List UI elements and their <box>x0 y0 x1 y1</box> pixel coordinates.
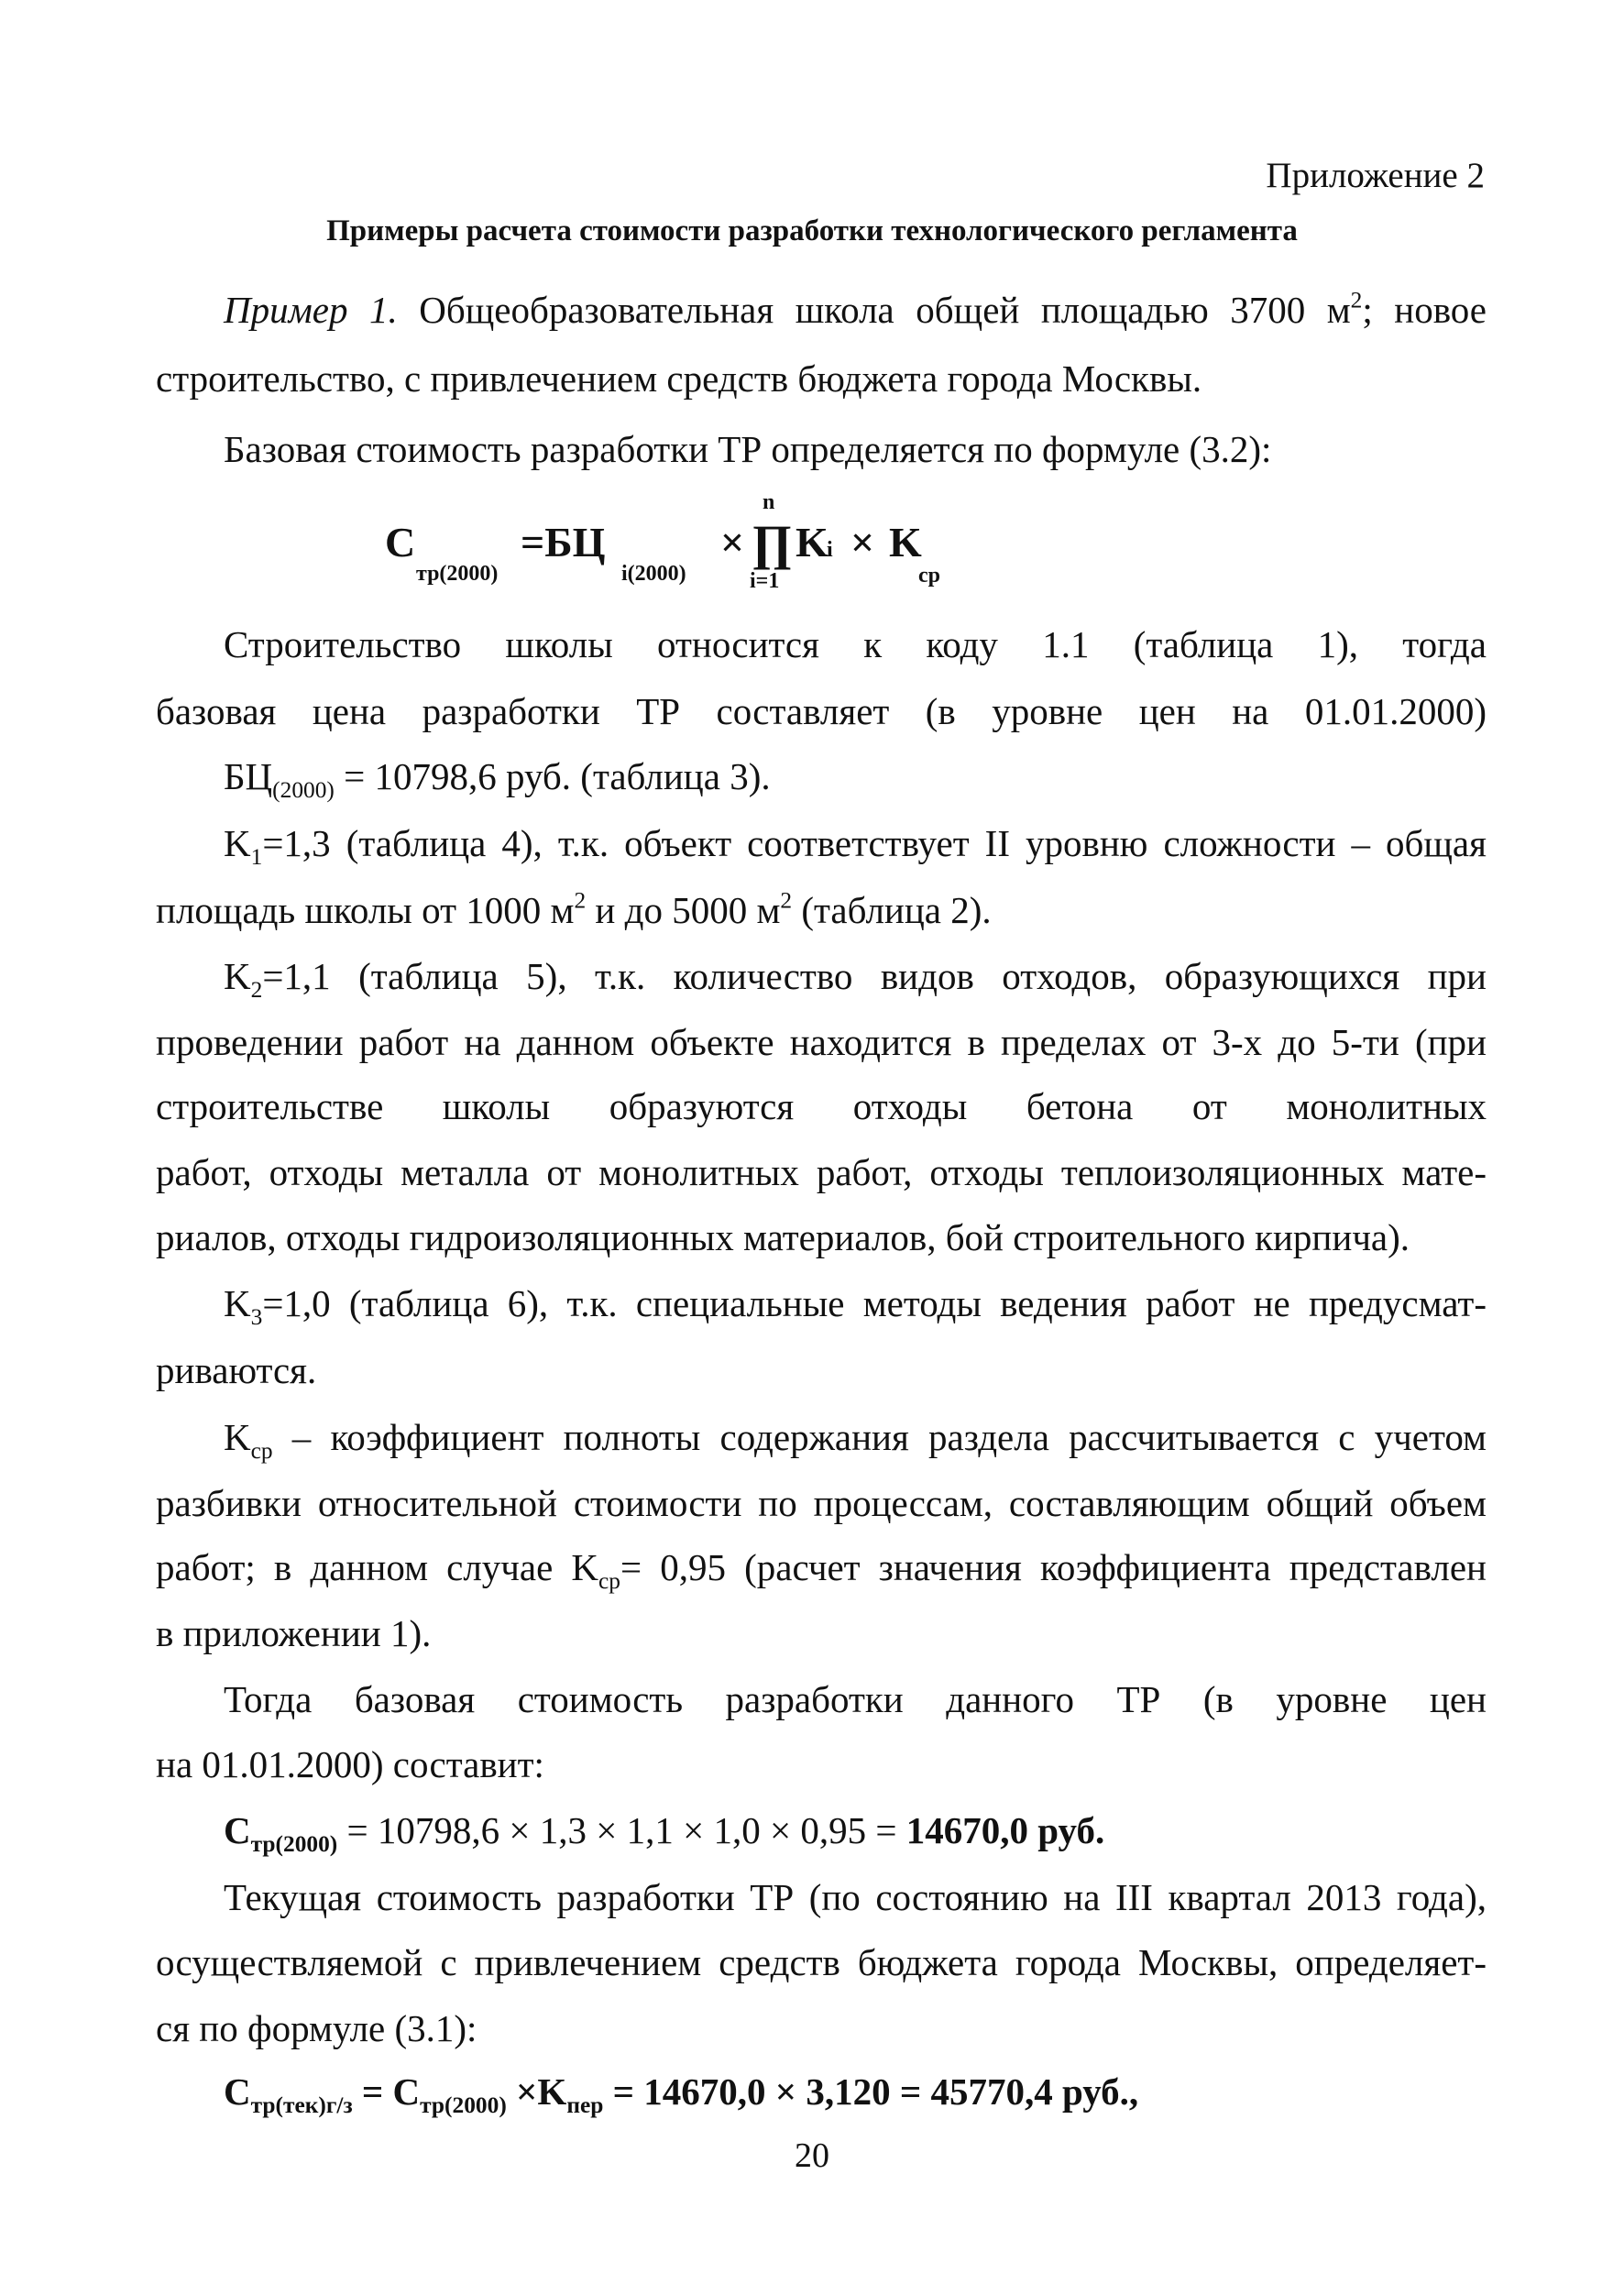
text-run: = 10798,6 руб. (таблица 3). <box>334 755 771 797</box>
paragraph-code-line-2: базовая цена разработки ТР составляет (в уровне цен на 01.01.2000) <box>156 690 1487 732</box>
kcp-line-2: разбивки относительной стоимости по процессам, составляющим общий объем <box>156 1482 1487 1524</box>
example-1-line-2: строительство, с привлечением средств бюджета города Москвы. <box>156 357 1202 400</box>
k3-line-2: риваются. <box>156 1349 317 1391</box>
text-run: K <box>224 1282 251 1324</box>
text-run: – коэффициент полноты содержания раздела рассчитывается с учетом <box>272 1416 1487 1458</box>
text-run: =1,0 (таблица 6), т.к. специальные методы ведения работ не предусмат- <box>262 1282 1487 1324</box>
k2-line-2: проведении работ на данном объекте находится в пределах от 3-х до 5-ти (при <box>156 1021 1487 1063</box>
formula-times-2: × <box>850 519 875 566</box>
superscript: 2 <box>1350 287 1363 313</box>
text-run: и до 5000 м <box>586 889 781 931</box>
k1-line-1 <box>224 822 1487 870</box>
text-run: C <box>224 2070 251 2113</box>
k2-line-3: строительстве школы образуются отходы бетона от монолитных <box>156 1085 1487 1127</box>
example-label: Пример 1. <box>224 289 398 331</box>
k2-line-5: риалов, отходы гидроизоляционных материалов, бой строительного кирпича). <box>156 1216 1410 1258</box>
k1-line-2 <box>156 887 992 931</box>
subscript: тр(2000) <box>420 2092 507 2118</box>
current-cost-calculation <box>224 2070 1139 2118</box>
subscript: ср <box>250 1437 273 1464</box>
current-cost-line-3: ся по формуле (3.1): <box>156 2007 477 2049</box>
text-run: K <box>224 1416 251 1458</box>
k3-line-1 <box>224 1282 1487 1330</box>
subscript: ср <box>598 1567 620 1594</box>
text-run: БЦ <box>224 755 273 797</box>
paragraph-code-line-1: Строительство школы относится к коду 1.1 (таблица 1), тогда <box>224 623 1487 665</box>
text-run: K <box>224 822 251 864</box>
formula-bc: =БЦ <box>521 519 606 566</box>
text-run: = 0,95 (расчет значения коэффициента представлен <box>620 1546 1487 1588</box>
current-cost-line-1: Текущая стоимость разработки ТР (по состоянию на III квартал 2013 года), <box>224 1876 1487 1918</box>
text-run: =1,3 (таблица 4), т.к. объект соответствует II уровню сложности – общая <box>262 822 1487 864</box>
section-heading: Примеры расчета стоимости разработки технологического регламента <box>326 214 1298 247</box>
subscript: 1 <box>250 843 263 870</box>
text-run: C <box>224 1809 251 1851</box>
formula-k-cp-subscript: ср <box>918 564 940 587</box>
formula-bc-subscript: i(2000) <box>621 562 686 586</box>
subscript: (2000) <box>272 776 335 803</box>
paragraph-code-line-3 <box>224 755 771 803</box>
kcp-line-3 <box>156 1546 1487 1594</box>
subscript: 2 <box>250 976 263 1003</box>
superscript: 2 <box>574 887 587 914</box>
appendix-label: Приложение 2 <box>1266 156 1485 195</box>
text-run: =1,1 (таблица 5), т.к. количество видов отходов, образующихся при <box>262 955 1487 997</box>
text-run: Общеобразовательная школа общей площадью 3700 м <box>397 289 1351 331</box>
product-symbol: ∏ <box>752 515 793 570</box>
text-run: ×K <box>506 2070 567 2113</box>
text-run: = 14670,0 × 3,120 = 45770,4 руб., <box>603 2070 1139 2113</box>
kcp-line-4: в приложении 1). <box>156 1612 432 1654</box>
current-cost-line-2: осуществляемой с привлечением средств бюджета города Москвы, определяет- <box>156 1941 1487 1983</box>
text-run: (таблица 2). <box>792 889 992 931</box>
subscript: пер <box>566 2092 604 2118</box>
text-run: работ; в данном случае K <box>156 1546 599 1588</box>
k2-line-4: работ, отходы металла от монолитных работ, отходы теплоизоляционных мате- <box>156 1151 1487 1193</box>
formula-c: C <box>385 519 416 566</box>
formula-k-subscript: i <box>827 538 833 562</box>
formula-times-1: × <box>720 519 745 566</box>
subscript: 3 <box>250 1303 263 1330</box>
total-intro-line-1: Тогда базовая стоимость разработки данного ТР (в уровне цен <box>224 1678 1487 1720</box>
text-run: площадь школы от 1000 м <box>156 889 575 931</box>
k2-line-1 <box>224 955 1487 1003</box>
subscript: тр(тек)г/з <box>250 2092 353 2118</box>
formula-base-cost <box>385 490 1026 637</box>
kcp-line-1 <box>224 1416 1487 1464</box>
total-intro-line-2: на 01.01.2000) составит: <box>156 1743 544 1785</box>
text-run: K <box>224 955 251 997</box>
calculation-result: 14670,0 руб. <box>905 1809 1105 1851</box>
page-number: 20 <box>795 2136 829 2175</box>
formula-product-lower: i=1 <box>750 569 780 593</box>
text-run: ; новое <box>1362 289 1487 331</box>
text-run: = C <box>352 2070 421 2113</box>
superscript: 2 <box>780 887 793 914</box>
formula-k: K <box>796 519 828 566</box>
text-run: = 10798,6 × 1,3 × 1,1 × 1,0 × 0,95 = <box>337 1809 906 1851</box>
subscript: тр(2000) <box>250 1830 338 1857</box>
formula-c-subscript: тр(2000) <box>416 562 499 586</box>
base-cost-calculation <box>224 1809 1105 1857</box>
base-cost-intro: Базовая стоимость разработки ТР определяется по формуле (3.2): <box>224 428 1272 470</box>
formula-k-cp: K <box>889 519 922 566</box>
example-1-line-1 <box>224 287 1487 331</box>
formula-product-upper: n <box>763 490 775 514</box>
